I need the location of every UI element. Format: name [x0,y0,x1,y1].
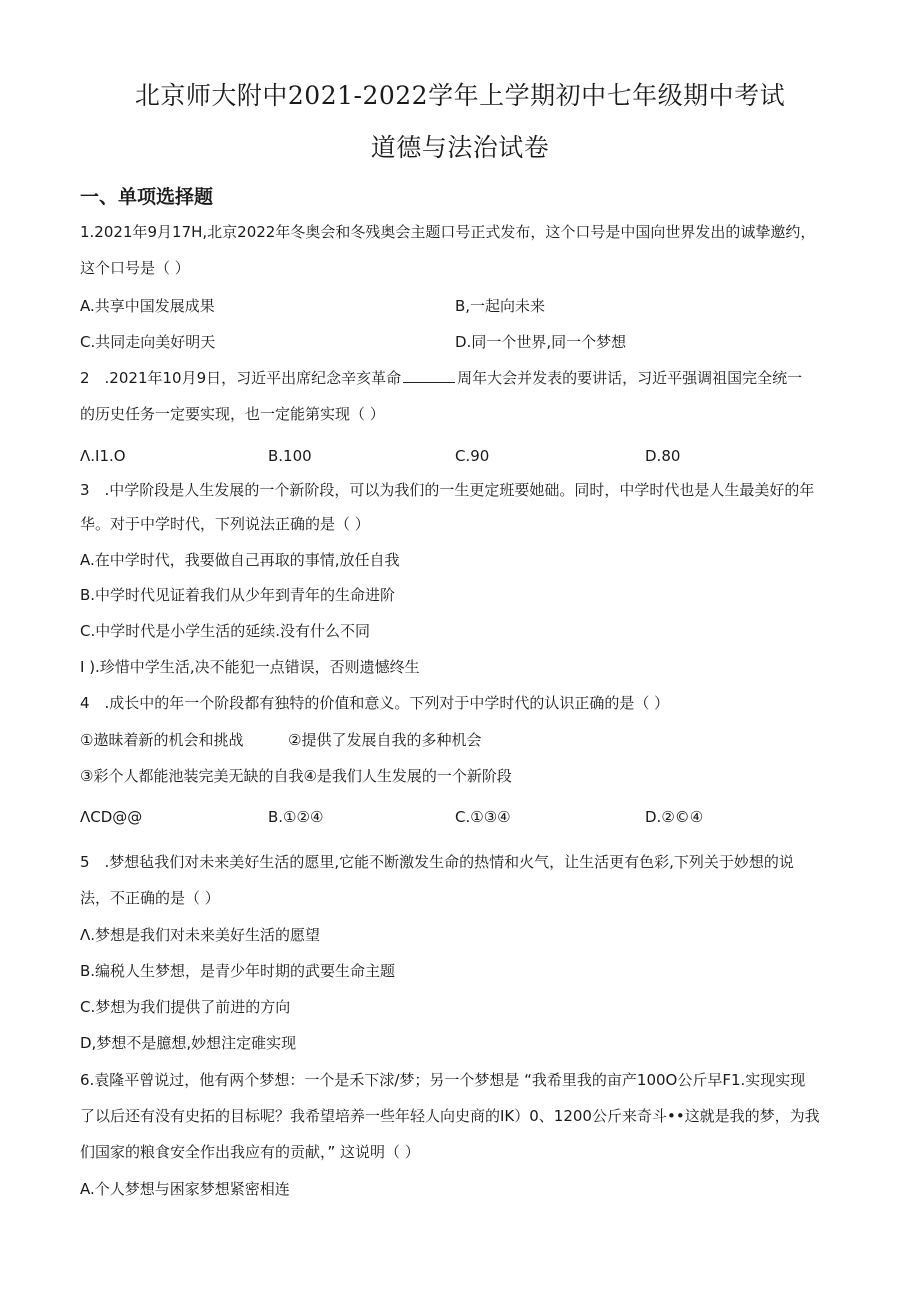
q6-stem-line3: 们国家的粮食安全作出我应有的贡献，” 这说明（ ） [80,1143,420,1161]
q1-stem-line2: 这个口号是（ ） [80,259,190,277]
q2-option-c: C.90 [455,447,490,465]
q5-option-b: B.编税人生梦想，是青少年时期的武要生命主题 [80,962,396,980]
q5-option-c: C.梦想为我们提供了前进的方向 [80,998,291,1016]
section-heading: 一、单项选择题 [80,186,214,208]
q1-option-d: D.同一个世界,同一个梦想 [455,333,627,351]
q5-option-d: D,梦想不是臆想,妙想注定碓实现 [80,1034,297,1052]
q5-stem-line2: 法，不正确的是（ ） [80,889,220,907]
q4-item-3-4: ③彩个人都能池装完美无缺的自我④是我们人生发展的一个新阶段 [80,767,512,785]
q3-stem-line2: 华。对于中学时代，下列说法正确的是（ ） [80,515,370,533]
q2-option-b: B.100 [268,447,312,465]
q2-stem-part1: 2 .2021年10月9日，习近平出席纪念辛亥革命 [80,369,402,387]
q4-stem-line1: 4 .成长中的年一个阶段都有独特的价值和意义。下列对于中学时代的认识正确的是（ ） [80,694,670,712]
q2-stem-line2: 的历史任务一定要实现，也一定能第实现（ ） [80,405,385,423]
q4-option-d: D.②©④ [645,808,704,826]
q5-option-a: Λ.梦想是我们对未来美好生活的愿望 [80,926,321,944]
q3-option-c: C.中学时代是小学生活的延续.没有什么不同 [80,622,371,640]
fill-in-blank [403,368,455,383]
q4-option-c: C.①③④ [455,808,511,826]
exam-title: 北京师大附中2021-2022学年上学期初中七年级期中考试 [134,81,786,110]
q4-option-a: ΛCD@@ [80,808,143,826]
q6-option-a: A.个人梦想与困家梦想紧密相连 [80,1180,290,1198]
q6-stem-line2: 了以后还有没有史拓的目标呢？我希望培养一些年轻人向史商的IK）0、1200公斤来奇斗••这就是我的梦，为我 [80,1107,820,1125]
q3-option-b: B.中学时代见证着我们从少年到青年的生命进阶 [80,586,396,604]
q1-option-b: B,一起向未来 [455,297,546,315]
q2-stem-part2: 周年大会并发表的要讲话，习近平强调祖国完全统一 [457,369,803,387]
q3-option-d: I ).珍惜中学生活,决不能犯一点错误，否则遗憾终生 [80,658,420,676]
q3-option-a: A.在中学时代，我要做自己再取的事情,放任自我 [80,551,400,569]
exam-subtitle: 道德与法治试卷 [370,133,550,162]
q5-stem-line1: 5 .梦想毡我们对未来美好生活的愿里,它能不断激发生命的热情和火气，让生活更有色彩,下列关于妙想的说 [80,853,794,871]
q4-item-1: ①遨昧着新的机会和挑战 [80,731,244,749]
q2-option-d: D.80 [645,447,681,465]
q2-option-a: Λ.I1.O [80,447,126,465]
q3-stem-line1: 3 .中学阶段是人生发展的一个新阶段，可以为我们的一生更定班要她础。同时，中学时代也是人生最美好的年 [80,481,815,499]
q4-item-2: ②提供了发展自我的多种机会 [288,731,482,749]
q1-stem-line1: 1.2021年9月17H,北京2022年冬奥会和冬残奥会主题口号正式发布，这个口号是中国向世界发出的诚挚邀约， [80,223,816,241]
q1-option-a: A.共享中国发展成果 [80,297,215,315]
q1-option-c: C.共同走向美好明天 [80,333,216,351]
q2-stem-line1 [80,368,802,388]
q4-option-b: B.①②④ [268,808,324,826]
q6-stem-line1: 6.袁隆平曾说过，他有两个梦想：一个是禾下浗/梦；另一个梦想是 “我希里我的亩产100O公斤早F1.实现实现 [80,1071,806,1089]
